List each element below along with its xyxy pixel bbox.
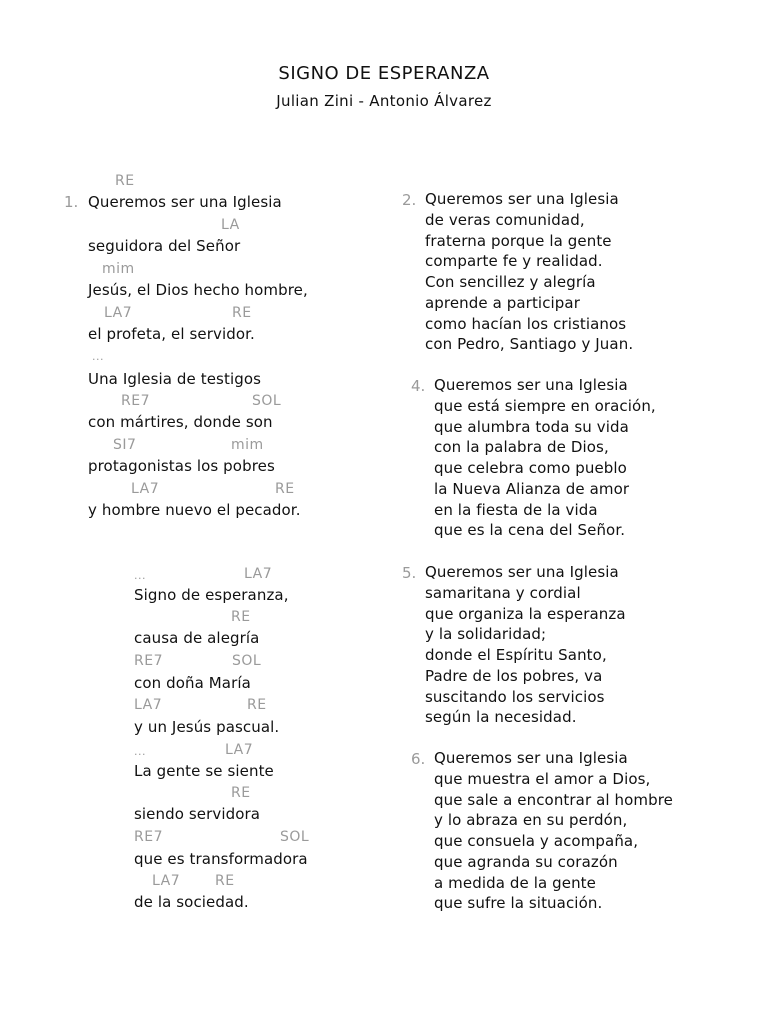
lyric-line: protagonistas los pobres (88, 457, 275, 475)
lyric-line: el profeta, el servidor. (88, 325, 255, 343)
chord: ... (134, 745, 146, 758)
chord: LA7 (104, 305, 133, 321)
verse-number: 5. (402, 564, 417, 582)
lyric-line: La gente se siente (134, 762, 274, 780)
lyric-line: seguidora del Señor (88, 237, 241, 255)
lyric-line: Padre de los pobres, va (425, 666, 603, 685)
verse-number: 6. (411, 750, 426, 768)
chord: mim (231, 437, 264, 453)
chord: RE (232, 305, 252, 321)
lyric-line: como hacían los cristianos (425, 314, 627, 333)
lyric-line: con la palabra de Dios, (434, 438, 609, 457)
lyric-line: a medida de la gente (434, 873, 596, 892)
chord: RE7 (121, 393, 150, 409)
lyric-line: que agranda su corazón (434, 852, 618, 871)
lyric-line: con doña María (134, 674, 251, 692)
lyric-line: con mártires, donde son (88, 413, 273, 431)
lyric-line: con Pedro, Santiago y Juan. (425, 335, 634, 354)
verse-lines (425, 562, 626, 728)
lyric-line: que es la cena del Señor. (434, 521, 626, 540)
lyric-line: que celebra como pueblo (434, 459, 627, 477)
lyric-line: Una Iglesia de testigos (88, 370, 262, 388)
chord: ... (92, 350, 104, 363)
lyric-line: que muestra el amor a Dios, (434, 769, 651, 788)
lyric-line: Queremos ser una Iglesia (425, 563, 619, 581)
chord: LA7 (134, 697, 163, 713)
lyric-line: que consuela y acompaña, (434, 832, 639, 850)
lyric-line: suscitando los servicios (425, 687, 605, 706)
lyric-line: que sale a encontrar al hombre (434, 790, 674, 809)
lyric-line: que es transformadora (134, 850, 308, 868)
chord: SI7 (113, 437, 137, 453)
chord: SOL (280, 829, 310, 845)
chord: ... (134, 569, 146, 582)
chord: LA7 (152, 873, 181, 889)
lyric-line: que está siempre en oración, (434, 396, 656, 415)
lyric-line: donde el Espíritu Santo, (425, 646, 607, 664)
chord: LA7 (131, 481, 160, 497)
chord: mim (102, 261, 135, 277)
chord: RE (231, 785, 251, 801)
lyric-line: fraterna porque la gente (425, 231, 612, 250)
chord: SOL (252, 393, 282, 409)
lyric-line: que sufre la situación. (434, 894, 603, 913)
lyric-line: Queremos ser una Iglesia (434, 376, 628, 394)
lyric-line: y hombre nuevo el pecador. (88, 501, 301, 519)
lyric-line: que alumbra toda su vida (434, 417, 629, 436)
chord: LA7 (244, 566, 273, 582)
verse-lines (434, 375, 656, 541)
song-authors: Julian Zini - Antonio Álvarez (276, 92, 492, 110)
lyric-line: que organiza la esperanza (425, 604, 626, 623)
verse-lines (425, 189, 633, 355)
lyric-line: en la fiesta de la vida (434, 500, 598, 519)
chord: LA (221, 217, 240, 233)
lyric-line: aprende a participar (425, 293, 580, 312)
lyric-line: Queremos ser una Iglesia (425, 190, 619, 208)
lyric-line: según la necesidad. (425, 708, 577, 727)
lyric-line: samaritana y cordial (425, 583, 581, 602)
lyric-line: la Nueva Alianza de amor (434, 479, 630, 498)
chord: SOL (232, 653, 262, 669)
lyric-line: de veras comunidad, (425, 210, 585, 229)
chord: RE7 (134, 653, 163, 669)
song-title: SIGNO DE ESPERANZA (278, 63, 490, 84)
chord: RE (247, 697, 267, 713)
lyric-line: Queremos ser una Iglesia (434, 749, 628, 767)
lyric-line: comparte fe y realidad. (425, 252, 603, 271)
chord: RE (231, 609, 251, 625)
lyric-line: Con sencillez y alegría (425, 273, 596, 291)
verse-number: 4. (411, 377, 426, 395)
chord: RE (275, 481, 295, 497)
lyric-line: Queremos ser una Iglesia (88, 193, 282, 211)
lyric-line: de la sociedad. (134, 893, 249, 911)
chord: RE7 (134, 829, 163, 845)
lyric-line: Jesús, el Dios hecho hombre, (88, 281, 308, 299)
chord: LA7 (225, 742, 254, 758)
lyric-line: siendo servidora (134, 805, 261, 823)
verse-number: 1. (64, 193, 79, 211)
lyric-line: y un Jesús pascual. (134, 718, 280, 736)
lyric-line: y la solidaridad; (425, 625, 547, 644)
verse-number: 2. (402, 191, 417, 209)
lyric-line: causa de alegría (134, 629, 260, 647)
lyric-line: y lo abraza en su perdón, (434, 811, 628, 830)
verse-lines (434, 748, 673, 914)
chord: RE (115, 173, 135, 189)
lyric-line: Signo de esperanza, (134, 586, 289, 604)
chord: RE (215, 873, 235, 889)
